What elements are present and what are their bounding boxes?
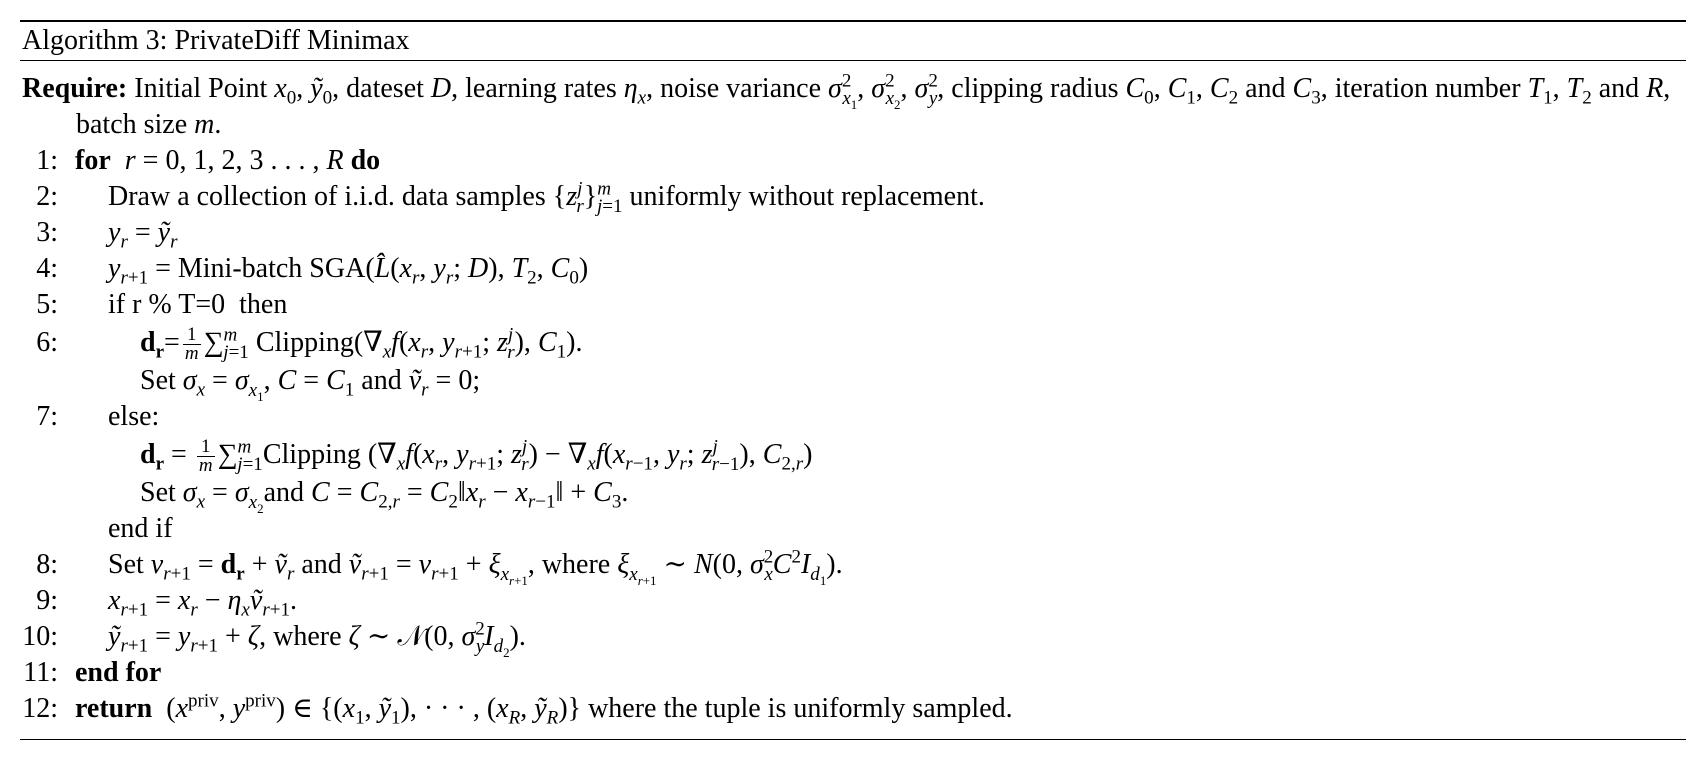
line-content: Set $v_{r+1} = d_r$ + ṽ$_r$ and ṽ$_{r+1}$ = $v_{r+1} + \xi_{x_{r+1}}$, where $\xi_{x_{r+1}}$ ∼ N(0, $\sigma^2_xC^2I_{d_1}$). xyxy=(108,546,843,588)
line-content: if r % T=0 then xyxy=(108,289,288,320)
algo-line-3 xyxy=(20,215,1686,251)
algo-line-12 xyxy=(20,691,1686,727)
line-number: 9: xyxy=(36,585,58,616)
require-label: Require: xyxy=(22,73,128,104)
line-content: end if xyxy=(108,513,173,544)
algo-line-10 xyxy=(20,618,1686,660)
algo-line-9 xyxy=(20,583,1686,619)
algo-line-4 xyxy=(20,251,1686,287)
line-number: 6: xyxy=(36,327,58,358)
line-number: 8: xyxy=(36,549,58,580)
algo-line-7 xyxy=(20,399,1686,435)
line-content: $x_{r+1} = x_r$ − $\eta_xṽ_{r+1}$. xyxy=(108,585,297,621)
line-content: else: xyxy=(108,401,160,432)
require-paragraph: Require: Initial Point $x_0$, ỹ$_0$, dateset D, learning rates $\eta_x$, noise variance $\sigma^2_{x_1}$, $\sigma^2_{x_2}$, $\sigma^2_y$, clipping radius $C_0$, $C_1$, $C_2$ and $C_3$, iteration number $T_1$, $T_2$ and R, batch size m. xyxy=(22,70,1671,140)
line-number: 5: xyxy=(36,289,58,320)
algorithm-block xyxy=(20,20,1686,740)
line-content: $y_r$ = ỹ$_r$ xyxy=(108,217,178,253)
algo-line-5 xyxy=(20,287,1686,323)
bottom-rule xyxy=(20,739,1686,740)
algo-line-1 xyxy=(20,143,1686,179)
algo-line-11 xyxy=(20,655,1686,691)
algo-line-2 xyxy=(20,179,1686,215)
line-number: 4: xyxy=(36,253,58,284)
line-content: $y_{r+1}$ = Mini-batch $SGA(L̂(x_r$, $y_r$; D), $T_2$, $C_0$) xyxy=(108,253,589,289)
title-rule xyxy=(20,60,1686,61)
line-number: 7: xyxy=(36,401,58,432)
algo-line-7b xyxy=(20,475,1686,516)
algo-line-6 xyxy=(20,323,1686,363)
line-content: end for xyxy=(75,657,162,688)
algo-line-endif xyxy=(20,511,1686,547)
line-number: 3: xyxy=(36,217,58,248)
line-content: Set $\sigma_x = \sigma_{x_1}$, $C = C_1$ and ṽ$_r$ = 0; xyxy=(140,365,481,404)
line-number: 2: xyxy=(36,181,58,212)
line-number: 1: xyxy=(36,145,58,176)
line-content: return ($x^{priv}$, $y^{priv}$) ∈ {($x_1$, ỹ$_1$), · · · , ($x_R$, ỹ$_R$)} where the tuple is uniformly sampled. xyxy=(75,690,1013,729)
line-content: ỹ$_{r+1}$ = $y_{r+1} + \zeta$, where ζ ∼ 𝒩(0, $\sigma^2_yI_{d_2}$). xyxy=(108,618,526,660)
line-content: Draw a collection of i.i.d. data samples $\{z^j_r\}^m_{j=1}$ uniformly without replacement. xyxy=(108,178,985,217)
line-number: 10: xyxy=(22,621,58,652)
algo-line-6b xyxy=(20,363,1686,404)
line-content: $d_r$ = $\frac{1}{m}$ ∑$^m_{j=1}$Clipping ($\nabla_xf(x_r$, $y_{r+1}$; $z^j_r) - \nabla_xf(x_{r-1}$, $y_r$; $z^j_{r-1}$), $C_{2,r}$) xyxy=(140,436,813,477)
line-content: $d_r=$ $\frac{1}{m}$ ∑$^m_{j=1}$ $Clipping(\nabla_xf(x_r$, $y_{r+1}$; $z^j_r$), $C_1$). xyxy=(140,324,583,365)
line-content: for r = 0, 1, 2, 3 . . . , R do xyxy=(75,145,381,176)
line-content: Set $\sigma_x = \sigma_{x_2}and$ $C = C_{2,r}$ = $C_2‖x_r$ − $x_{r-1}‖ + C_3$. xyxy=(140,477,629,516)
algo-line-7a xyxy=(20,435,1686,475)
line-number: 11: xyxy=(23,657,58,688)
line-number: 12: xyxy=(22,693,58,724)
algorithm-title: Algorithm 3: PrivateDiff Minimax xyxy=(22,25,410,56)
algo-line-8 xyxy=(20,546,1686,588)
